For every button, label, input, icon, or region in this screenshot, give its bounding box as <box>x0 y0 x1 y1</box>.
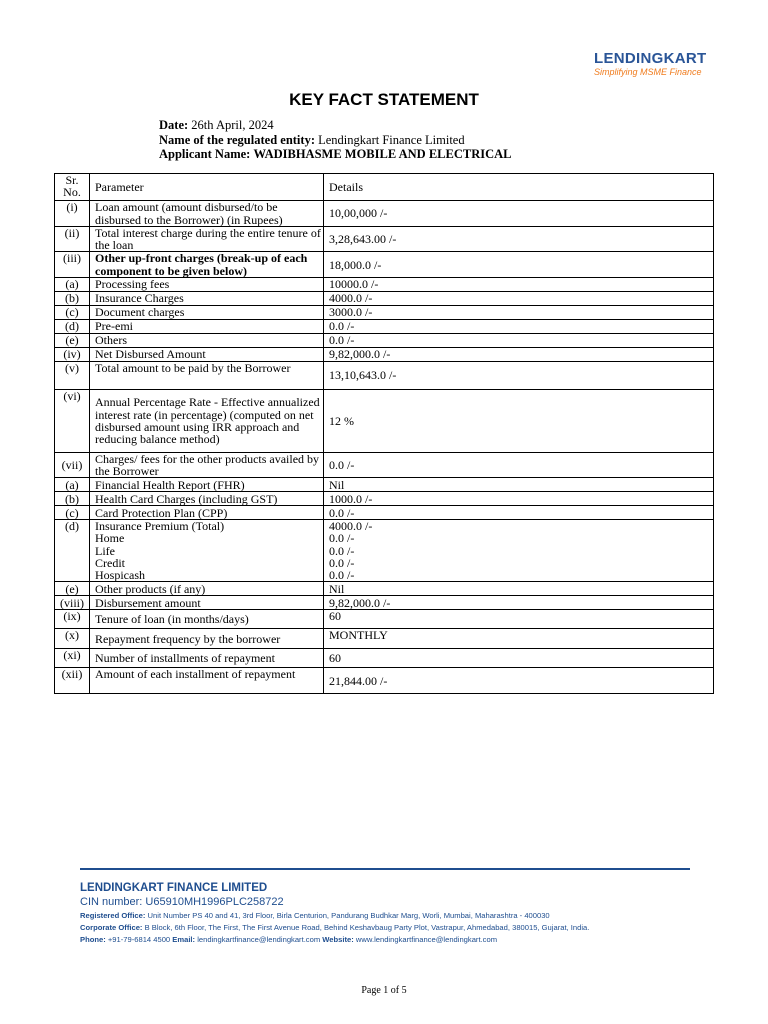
row-parameter: Other up-front charges (break-up of each component to be given below) <box>90 252 324 277</box>
row-details: 60 <box>324 649 714 668</box>
row-parameter: Processing fees <box>90 277 324 291</box>
row-details: 60 <box>324 610 714 629</box>
key-fact-table <box>54 173 714 694</box>
row-parameter <box>90 520 324 582</box>
row-sr: (i) <box>55 201 90 227</box>
row-details: MONTHLY <box>324 629 714 649</box>
row-parameter: Repayment frequency by the borrower <box>90 629 324 649</box>
table-row <box>55 478 714 492</box>
row-details: Nil <box>324 582 714 596</box>
row-sr: (x) <box>55 629 90 649</box>
row-parameter: Annual Percentage Rate - Effective annualized interest rate (in percentage) (computed on net disbursed amount using IRR approach and reducing balance method) <box>90 389 324 452</box>
table-header-row <box>55 174 714 201</box>
row-details: 21,844.00 /- <box>324 668 714 694</box>
row-parameter: Other products (if any) <box>90 582 324 596</box>
page-number: Page 1 of 5 <box>361 985 407 996</box>
page-title: KEY FACT STATEMENT <box>289 90 479 109</box>
table-row <box>55 596 714 610</box>
row-parameter: Disbursement amount <box>90 596 324 610</box>
sub-parameter: Hospicash <box>95 568 145 583</box>
sub-parameter: Life <box>95 543 115 558</box>
row-details: 0.0 /- <box>324 506 714 520</box>
row-details <box>324 520 714 582</box>
table-row <box>55 291 714 305</box>
row-sr: (a) <box>55 478 90 492</box>
footer-contact <box>80 935 720 944</box>
header-parameter: Parameter <box>90 174 324 201</box>
row-sr: (b) <box>55 492 90 506</box>
row-details: 13,10,643.0 /- <box>324 361 714 389</box>
row-sr: (d) <box>55 520 90 582</box>
row-details: 0.0 /- <box>324 452 714 477</box>
row-details: 10000.0 /- <box>324 277 714 291</box>
row-sr: (iv) <box>55 347 90 361</box>
row-details: 12 % <box>324 389 714 452</box>
header-sr-no: Sr. No. <box>55 174 90 201</box>
footer <box>80 882 720 944</box>
footer-company-name: LENDINGKART FINANCE LIMITED <box>80 882 268 894</box>
row-parameter: Others <box>90 333 324 347</box>
website-value: www.lendingkartfinance@lendingkart.com <box>355 935 498 944</box>
website-label: Website: <box>322 935 354 944</box>
footer-cin: CIN number: U65910MH1996PLC258722 <box>80 896 284 908</box>
row-parameter: Health Card Charges (including GST) <box>90 492 324 506</box>
row-sr: (b) <box>55 291 90 305</box>
table-row <box>55 361 714 389</box>
table-row <box>55 389 714 452</box>
phone-label: Phone: <box>80 935 106 944</box>
logo-wordmark: LENDINGKART <box>594 50 707 67</box>
row-sr: (d) <box>55 319 90 333</box>
table-row <box>55 333 714 347</box>
row-parameter: Document charges <box>90 305 324 319</box>
row-parameter: Loan amount (amount disbursed/to be disbursed to the Borrower) (in Rupees) <box>90 201 324 227</box>
row-details: 0.0 /- <box>324 333 714 347</box>
table-row <box>55 277 714 291</box>
table-row <box>55 629 714 649</box>
row-parameter: Pre-emi <box>90 319 324 333</box>
date-value: 26th April, 2024 <box>191 118 274 132</box>
row-parameter: Total interest charge during the entire tenure of the loan <box>90 227 324 252</box>
table-row <box>55 610 714 629</box>
logo-tagline: Simplifying MSME Finance <box>594 67 702 77</box>
row-parameter: Amount of each installment of repayment <box>90 668 324 694</box>
email-label: Email: <box>172 935 196 944</box>
statement-meta <box>159 118 512 162</box>
table-row <box>55 582 714 596</box>
row-sr: (ix) <box>55 610 90 629</box>
row-sr: (xi) <box>55 649 90 668</box>
table-row <box>55 452 714 477</box>
row-details: 0.0 /- <box>324 319 714 333</box>
date-label: Date: <box>159 118 189 132</box>
entity-line <box>159 133 512 148</box>
applicant-value: WADIBHASME MOBILE AND ELECTRICAL <box>253 147 512 161</box>
row-sr: (v) <box>55 361 90 389</box>
row-sr: (iii) <box>55 252 90 277</box>
table-row <box>55 252 714 277</box>
corporate-label: Corporate Office: <box>80 923 143 932</box>
table-row <box>55 492 714 506</box>
row-parameter: Number of installments of repayment <box>90 649 324 668</box>
phone-value: +91-79-6814 4500 <box>107 935 171 944</box>
row-sr: (ii) <box>55 227 90 252</box>
row-details: 10,00,000 /- <box>324 201 714 227</box>
entity-value: Lendingkart Finance Limited <box>318 132 465 147</box>
date-line <box>159 118 512 133</box>
row-sr: (c) <box>55 506 90 520</box>
table-row <box>55 201 714 227</box>
row-details: Nil <box>324 478 714 492</box>
sub-detail: 0.0 /- <box>329 568 355 583</box>
row-parameter-main: Insurance Premium (Total) <box>95 519 225 534</box>
row-sr: (e) <box>55 333 90 347</box>
row-sr: (vi) <box>55 389 90 452</box>
sub-parameter: Credit <box>95 555 125 570</box>
table-row <box>55 227 714 252</box>
row-sr: (a) <box>55 277 90 291</box>
footer-corporate-office <box>80 923 720 932</box>
row-parameter: Tenure of loan (in months/days) <box>90 610 324 629</box>
table-row <box>55 347 714 361</box>
row-sr: (e) <box>55 582 90 596</box>
sub-detail: 0.0 /- <box>329 555 355 570</box>
row-details: 4000.0 /- <box>324 291 714 305</box>
row-details: 9,82,000.0 /- <box>324 347 714 361</box>
row-details: 18,000.0 /- <box>324 252 714 277</box>
row-details: 1000.0 /- <box>324 492 714 506</box>
footer-divider <box>80 868 690 870</box>
header-details: Details <box>324 174 714 201</box>
sub-detail: 0.0 /- <box>329 531 355 546</box>
row-details-main: 4000.0 /- <box>329 519 373 534</box>
registered-label: Registered Office: <box>80 911 146 920</box>
table-row <box>55 506 714 520</box>
sub-detail: 0.0 /- <box>329 543 355 558</box>
row-details: 3,28,643.00 /- <box>324 227 714 252</box>
lendingkart-logo <box>594 50 724 77</box>
entity-label: Name of the regulated entity: <box>159 132 315 147</box>
row-details: 9,82,000.0 /- <box>324 596 714 610</box>
corporate-value: B Block, 6th Floor, The First, The First Avenue Road, Behind Keshavbaug Party Plot, Vastrapur, Ahmedabad, 380015, Gujarat, India. <box>144 923 590 932</box>
table-row <box>55 668 714 694</box>
row-sr: (xii) <box>55 668 90 694</box>
row-sr: (viii) <box>55 596 90 610</box>
row-parameter: Total amount to be paid by the Borrower <box>90 361 324 389</box>
footer-registered-office <box>80 911 720 920</box>
row-sr: (c) <box>55 305 90 319</box>
email-value: lendingkartfinance@lendingkart.com <box>197 935 321 944</box>
sub-parameter: Home <box>95 531 125 546</box>
row-parameter: Net Disbursed Amount <box>90 347 324 361</box>
table-row <box>55 520 714 582</box>
row-sr: (vii) <box>55 452 90 477</box>
table-row <box>55 319 714 333</box>
table-row <box>55 649 714 668</box>
applicant-line <box>159 147 512 162</box>
row-details: 3000.0 /- <box>324 305 714 319</box>
row-parameter: Financial Health Report (FHR) <box>90 478 324 492</box>
registered-value: Unit Number PS 40 and 41, 3rd Floor, Birla Centurion, Pandurang Budhkar Marg, Worli, Mumbai, Maharashtra - 400030 <box>147 911 550 920</box>
row-parameter: Charges/ fees for the other products availed by the Borrower <box>90 452 324 477</box>
applicant-label: Applicant Name: <box>159 147 251 161</box>
table-row <box>55 305 714 319</box>
row-parameter: Insurance Charges <box>90 291 324 305</box>
row-parameter: Card Protection Plan (CPP) <box>90 506 324 520</box>
